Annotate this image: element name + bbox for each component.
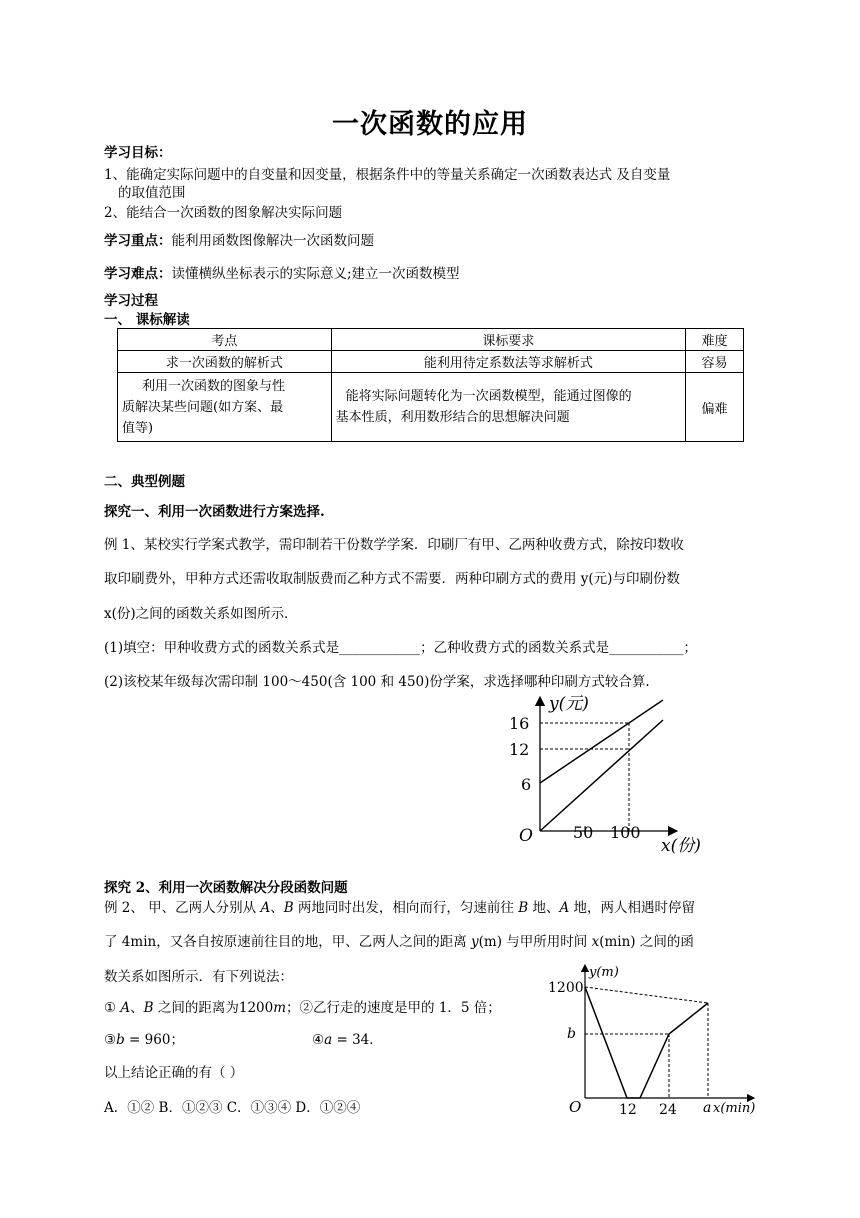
table-header: 课标要求 xyxy=(331,329,685,351)
text-segment: ． xyxy=(369,1032,383,1048)
table-row xyxy=(118,373,744,442)
example-1-line: 取印刷费外，甲种方式还需收取制版费而乙种方式不需要．两种印刷方式的费用 y(元)与印刷份数 xyxy=(104,571,680,587)
page-title: 一次函数的应用 xyxy=(332,109,528,140)
x-tick-label: 24 xyxy=(659,1102,677,1118)
statement-4 xyxy=(312,1028,383,1048)
math-unit: (m) xyxy=(478,934,502,950)
y-axis-label: y(元) xyxy=(549,694,589,714)
math-A: A xyxy=(260,900,271,916)
table-cell: 求一次函数的解析式 xyxy=(118,351,332,373)
example-1-question-2: (2)该校某年级每次需印制 100～450(含 100 和 450)份学案，求选择哪种印刷方式较合算. xyxy=(104,674,650,690)
example-2-line xyxy=(104,930,694,950)
table-cell: 容易 xyxy=(686,351,744,373)
table-header: 考点 xyxy=(118,329,332,351)
statement-3 xyxy=(104,1028,184,1048)
math-number: = 960 xyxy=(124,1032,171,1048)
math-number: 4 xyxy=(121,934,131,950)
text-segment: 之间的距离为 xyxy=(153,1000,239,1016)
y-tick-label: 6 xyxy=(521,775,532,794)
text-segment: ① xyxy=(104,1000,121,1016)
origin-label: O xyxy=(519,826,533,846)
example-1-line: 例 1、某校实行学案式教学，需印制若干份数学学案．印刷厂有甲、乙两种收费方式，除按印数收 xyxy=(104,537,684,553)
goals-heading: 学习目标： xyxy=(104,145,172,161)
example-1-line: x(份)之间的函数关系如图所示． xyxy=(104,606,298,622)
x-tick-label: 12 xyxy=(619,1102,637,1118)
statement-1-2 xyxy=(104,996,501,1016)
key-point-label: 学习重点： xyxy=(104,233,172,249)
text-segment: 与甲所用时间 xyxy=(502,934,592,950)
table-cell xyxy=(331,373,685,442)
math-B: B xyxy=(143,1000,154,1016)
process-heading: 学习过程 xyxy=(104,293,158,309)
math-B: B xyxy=(518,900,529,916)
text-segment: 、 xyxy=(270,900,284,916)
key-point xyxy=(104,229,374,249)
goal-item-1: 1、能确定实际问题中的自变量和因变量，根据条件中的等量关系确定一次函数表达式 及自变量 xyxy=(104,167,671,183)
text-segment: ④ xyxy=(312,1032,325,1048)
curriculum-table xyxy=(117,328,744,442)
text-segment: 、 xyxy=(130,1000,144,1016)
cell-line: 利用一次函数的图象与性 xyxy=(142,378,286,394)
math-unit: m xyxy=(273,1000,287,1016)
goal-item-2: 2、能结合一次函数的图象解决实际问题 xyxy=(104,205,343,221)
origin-label: O xyxy=(569,1098,582,1116)
math-B: B xyxy=(283,900,294,916)
math-number: 1200 xyxy=(238,1000,274,1016)
y-tick-label: 16 xyxy=(509,714,530,733)
cell-line: 值等) xyxy=(122,420,154,436)
x-tick-label: 50 xyxy=(573,823,594,842)
text-segment: 地，两人相遇时停留 xyxy=(569,900,695,916)
math-b: b xyxy=(116,1032,125,1048)
key-point-text: 能利用函数图像解决一次函数问题 xyxy=(171,233,374,249)
y-tick-label: 12 xyxy=(509,740,530,759)
math-unit: (min) xyxy=(599,934,636,950)
distance-line xyxy=(585,987,708,1098)
explore-2-heading: 探究 2、利用一次函数解决分段函数问题 xyxy=(104,880,348,896)
text-segment: 例 2、 甲、乙两人分别从 xyxy=(104,900,261,916)
text-segment: 两地同时出发，相向而行，匀速前往 xyxy=(293,900,519,916)
example-1-question-1: (1)填空：甲种收费方式的函数关系式是____________；乙种收费方式的函数关系式是___________； xyxy=(104,640,697,656)
example-2-line: 数关系如图所示．有下列说法： xyxy=(104,969,293,985)
table-cell: 能利用待定系数法等求解析式 xyxy=(331,351,685,373)
table-header-row xyxy=(118,329,744,351)
guide-1200 xyxy=(585,987,708,1003)
text-segment: ； xyxy=(170,1032,184,1048)
question-prompt: 以上结论正确的有（ ） xyxy=(104,1065,244,1081)
table-cell xyxy=(118,373,332,442)
text-segment: ③ xyxy=(104,1032,117,1048)
cell-line: 基本性质，利用数形结合的思想解决问题 xyxy=(335,410,570,425)
y-tick-label: b xyxy=(567,1026,576,1042)
cell-line: 能将实际问题转化为一次函数模型，能通过图像的 xyxy=(345,389,632,404)
math-x: x xyxy=(591,934,600,950)
answer-options: A．①② B．①②③ C．①③④ D．①②④ xyxy=(104,1100,361,1116)
x-axis-label: x(份) xyxy=(661,836,701,856)
y-axis-label: y(m) xyxy=(589,965,619,980)
cost-graph xyxy=(505,683,725,858)
example-2-line xyxy=(104,896,695,916)
text-segment: 之间的函 xyxy=(635,934,694,950)
table-header: 难度 xyxy=(686,329,744,351)
text-segment: ；②乙行走的速度是甲的 1．5 倍； xyxy=(286,1000,501,1016)
math-number: = 34 xyxy=(332,1032,370,1048)
x-tick-label: a xyxy=(703,1100,712,1116)
goal-item-1-cont: 的取值范围 xyxy=(118,185,186,201)
section-2-heading: 二、典型例题 xyxy=(104,474,185,490)
difficulty xyxy=(104,262,460,282)
explore-1-heading: 探究一、利用一次函数进行方案选择. xyxy=(104,504,325,520)
text-segment: 了 xyxy=(104,934,122,950)
math-A: A xyxy=(559,900,570,916)
table-cell: 偏难 xyxy=(686,373,744,442)
math-a: a xyxy=(324,1032,333,1048)
math-A: A xyxy=(120,1000,131,1016)
x-axis-label: x(min) xyxy=(713,1101,756,1116)
y-tick-label: 1200 xyxy=(548,980,584,996)
x-tick-label: 100 xyxy=(610,823,641,842)
text-segment: ，又各自按原速前往目的地，甲、乙两人之间的距离 xyxy=(156,934,472,950)
distance-graph xyxy=(545,962,767,1122)
math-unit: min xyxy=(130,934,157,950)
line-yi xyxy=(540,720,663,831)
table-row xyxy=(118,351,744,373)
cell-line: 质解决某些问题(如方案、最 xyxy=(122,399,284,415)
difficulty-text: 读懂横纵坐标表示的实际意义;建立一次函数模型 xyxy=(171,266,460,282)
text-segment: 地、 xyxy=(528,900,560,916)
math-y: y xyxy=(471,934,479,950)
section-1-heading: 一、 课标解读 xyxy=(104,312,190,328)
difficulty-label: 学习难点： xyxy=(104,266,172,282)
